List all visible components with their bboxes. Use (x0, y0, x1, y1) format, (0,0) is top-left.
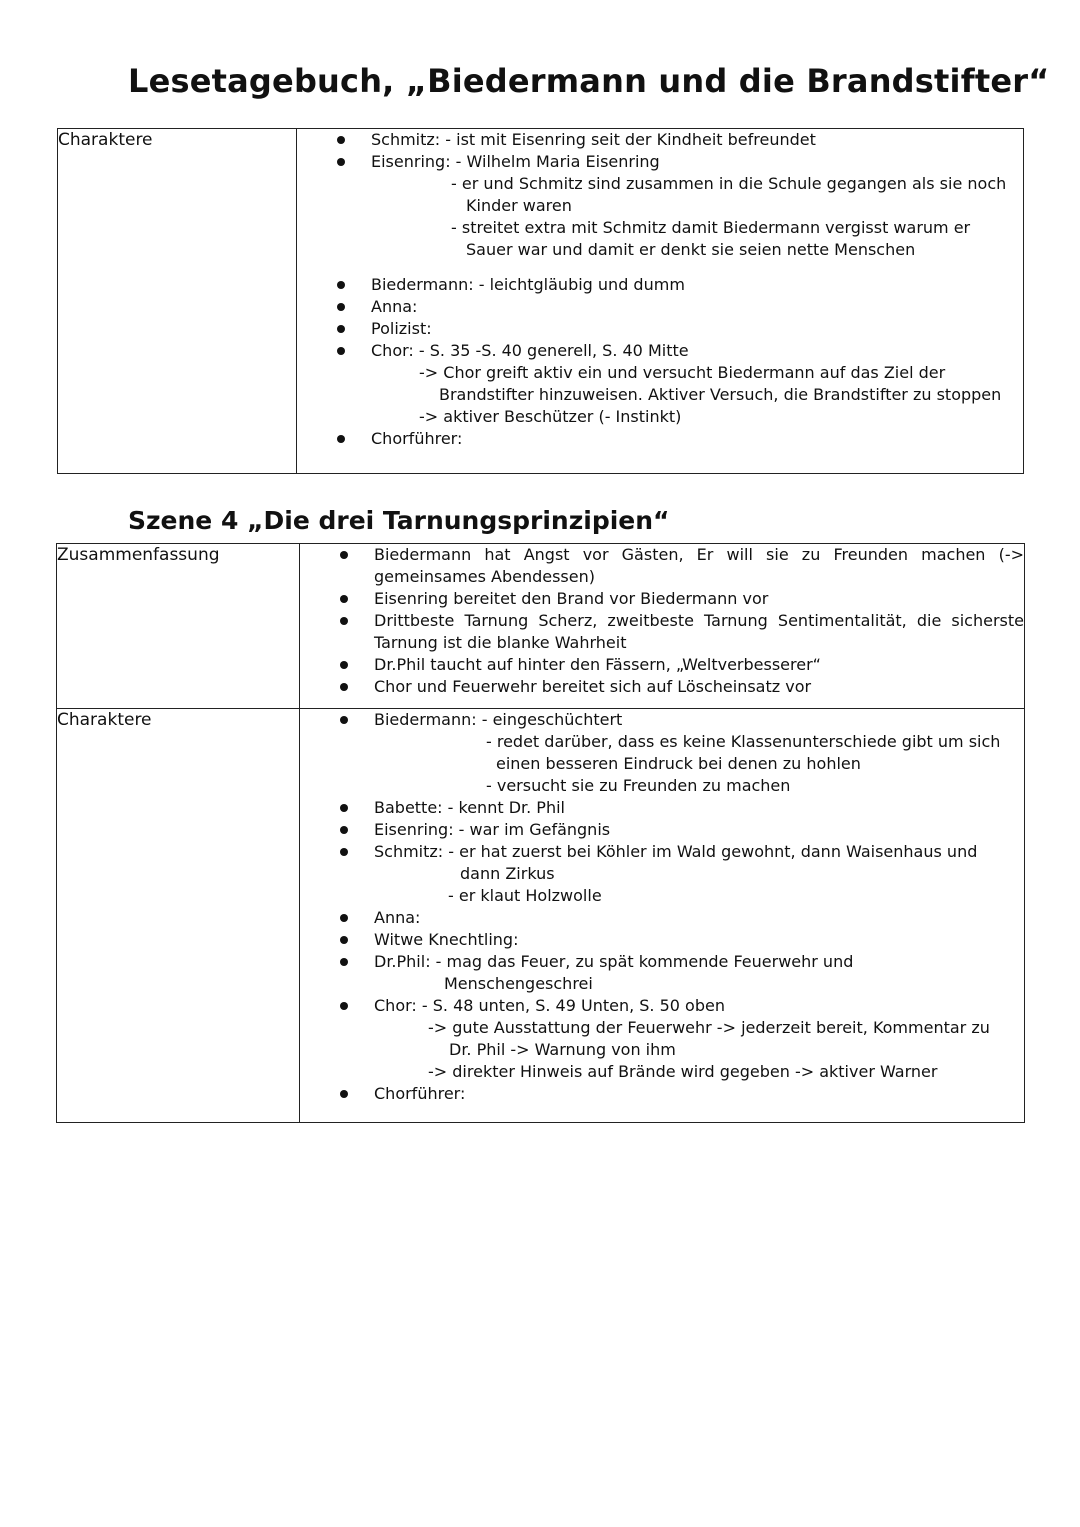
list-item: Biedermann hat Angst vor Gästen, Er will sie zu Freunden machen (-> gemeinsames Abendessen) (300, 544, 1024, 588)
sub-point: -> Chor greift aktiv ein und versucht Biedermann auf das Ziel der (419, 363, 946, 382)
row-label: Zusammenfassung (57, 544, 300, 709)
list-item: Dr.Phil taucht auf hinter den Fässern, „Weltverbesserer“ (300, 654, 1024, 676)
list-item: Eisenring: - Wilhelm Maria Eisenring - er und Schmitz sind zusammen in die Schule gegangen als sie noch Kinder waren - streitet extra mit Schmitz damit Biedermann vergisst warum er Sauer war und damit er denkt sie seien nette Menschen (297, 151, 1023, 261)
sub-point: -> direkter Hinweis auf Brände wird gegeben -> aktiver Warner (428, 1062, 938, 1081)
characters-table-1 (57, 128, 1024, 474)
table-row (58, 129, 1024, 474)
list-item: Biedermann: - eingeschüchtert - redet darüber, dass es keine Klassenunterschiede gibt um sich einen besseren Eindruck bei denen zu hohlen - versucht sie zu Freunden zu machen (300, 709, 1024, 797)
scene4-table (56, 543, 1025, 1123)
sub-point-continued: Menschengeschrei (444, 974, 593, 993)
sub-point: -> aktiver Beschützer (- Instinkt) (419, 407, 682, 426)
sub-point-continued: Dr. Phil -> Warnung von ihm (449, 1040, 676, 1059)
list-item: Chorführer: (300, 1083, 1024, 1105)
sub-point: - versucht sie zu Freunden zu machen (486, 776, 791, 795)
sub-point: - er klaut Holzwolle (448, 886, 602, 905)
row-content (297, 129, 1024, 474)
row-content (300, 709, 1025, 1123)
list-item: Chor: - S. 35 -S. 40 generell, S. 40 Mitte -> Chor greift aktiv ein und versucht Biedermann auf das Ziel der Brandstifter hinzuweisen. Aktiver Versuch, die Brandstifter zu stoppen -> aktiver Beschützer (- Instinkt) (297, 340, 1023, 428)
list-item: Dr.Phil: - mag das Feuer, zu spät kommende Feuerwehr und Menschengeschrei (300, 951, 1024, 995)
sub-point-continued: Kinder waren (466, 196, 572, 215)
bullet-list (300, 544, 1024, 698)
sub-point: - streitet extra mit Schmitz damit Biedermann vergisst warum er (451, 218, 971, 237)
list-item: Babette: - kennt Dr. Phil (300, 797, 1024, 819)
list-item: Schmitz: - ist mit Eisenring seit der Kindheit befreundet (297, 129, 1023, 151)
table-row (57, 709, 1025, 1123)
page-title: Lesetagebuch, „Biedermann und die Brandstifter“ (128, 62, 1050, 100)
sub-point: - redet darüber, dass es keine Klassenunterschiede gibt um sich (486, 732, 1001, 751)
list-item: Anna: (300, 907, 1024, 929)
row-content (300, 544, 1025, 709)
list-item: Chorführer: (297, 428, 1023, 450)
sub-point: -> gute Ausstattung der Feuerwehr -> jederzeit bereit, Kommentar zu (428, 1018, 990, 1037)
table-row (57, 544, 1025, 709)
list-item: Polizist: (297, 318, 1023, 340)
row-label: Charaktere (58, 129, 297, 474)
sub-point-continued: dann Zirkus (460, 864, 555, 883)
bullet-list (297, 129, 1023, 450)
list-item: Eisenring bereitet den Brand vor Biedermann vor (300, 588, 1024, 610)
list-item: Chor und Feuerwehr bereitet sich auf Löscheinsatz vor (300, 676, 1024, 698)
sub-point: - er und Schmitz sind zusammen in die Schule gegangen als sie noch (451, 174, 1007, 193)
list-item: Biedermann: - leichtgläubig und dumm (297, 274, 1023, 296)
sub-point-continued: Brandstifter hinzuweisen. Aktiver Versuch, die Brandstifter zu stoppen (439, 385, 1002, 404)
list-item: Anna: (297, 296, 1023, 318)
sub-point-continued: einen besseren Eindruck bei denen zu hohlen (496, 754, 861, 773)
list-item: Chor: - S. 48 unten, S. 49 Unten, S. 50 oben -> gute Ausstattung der Feuerwehr -> jederzeit bereit, Kommentar zu Dr. Phil -> Warnung von ihm -> direkter Hinweis auf Brände wird gegeben -> aktiver Warner (300, 995, 1024, 1083)
bullet-list (300, 709, 1024, 1105)
list-item: Witwe Knechtling: (300, 929, 1024, 951)
list-item: Schmitz: - er hat zuerst bei Köhler im Wald gewohnt, dann Waisenhaus und dann Zirkus - er klaut Holzwolle (300, 841, 1024, 907)
row-label: Charaktere (57, 709, 300, 1123)
list-item: Eisenring: - war im Gefängnis (300, 819, 1024, 841)
list-item: Drittbeste Tarnung Scherz, zweitbeste Tarnung Sentimentalität, die sicherste Tarnung ist die blanke Wahrheit (300, 610, 1024, 654)
sub-point-continued: Sauer war und damit er denkt sie seien nette Menschen (466, 240, 916, 259)
scene-title: Szene 4 „Die drei Tarnungsprinzipien“ (128, 506, 670, 535)
